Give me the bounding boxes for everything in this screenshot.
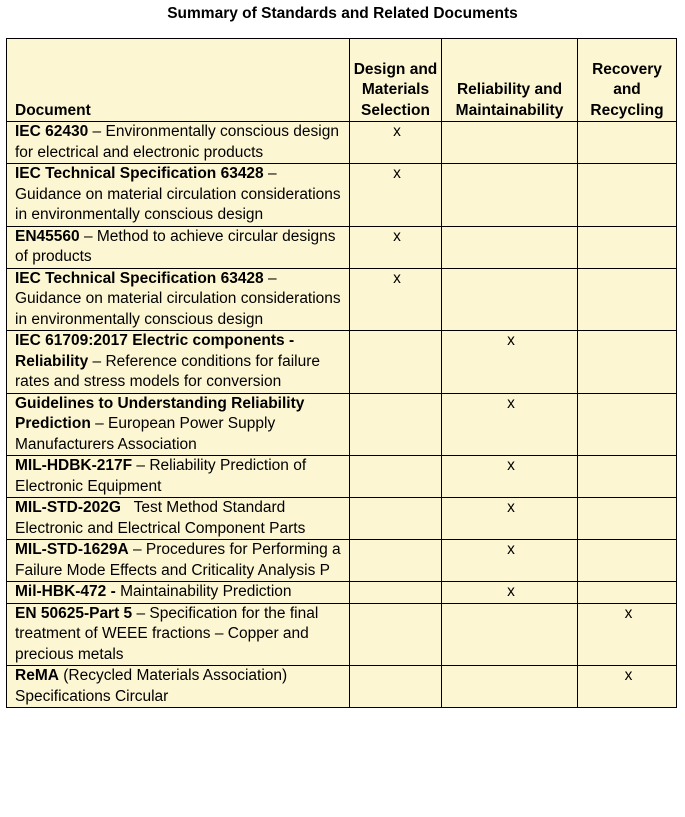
document-cell [7,226,350,268]
recovery-mark-cell: x [578,666,677,708]
table-header-row [7,39,677,122]
table-row [7,393,677,456]
document-code: MIL-STD-1629A [15,541,129,558]
document-cell [7,540,350,582]
standards-table [6,38,677,708]
recovery-mark-cell [578,331,677,394]
recovery-mark-cell [578,122,677,164]
table-row [7,666,677,708]
reliability-mark-cell [442,164,578,227]
document-code: MIL-HDBK-217F [15,457,133,474]
table-row [7,268,677,331]
recovery-mark-cell [578,498,677,540]
recovery-mark-cell [578,268,677,331]
document-code: ReMA [15,667,59,684]
design-mark-cell: x [350,226,442,268]
document-code: IEC Technical Specification 63428 [15,165,264,182]
document-cell [7,164,350,227]
document-cell [7,666,350,708]
document-description: – Procedures for Performing a Failure Mode Effects and Criticality Analysis P [15,541,345,579]
document-cell [7,456,350,498]
recovery-mark-cell [578,456,677,498]
reliability-mark-cell [442,122,578,164]
recovery-mark-cell [578,164,677,227]
header-design: Design and Materials Selection [350,39,442,122]
design-mark-cell: x [350,164,442,227]
reliability-mark-cell: x [442,582,578,604]
reliability-mark-cell [442,226,578,268]
design-mark-cell [350,393,442,456]
document-code: Guidelines to Understanding Reliability Prediction [15,394,305,432]
recovery-mark-cell [578,393,677,456]
table-row [7,331,677,394]
recovery-mark-cell [578,226,677,268]
document-code: MIL-STD-202G [15,499,121,516]
design-mark-cell: x [350,268,442,331]
recovery-mark-cell [578,540,677,582]
document-cell [7,122,350,164]
design-mark-cell [350,498,442,540]
document-code: IEC 61709:2017 Electric components - Reliability [15,332,295,370]
page-title: Summary of Standards and Related Documents [167,5,518,22]
document-description: (Recycled Materials Association) Specifications Circular [15,667,292,705]
table-row [7,164,677,227]
reliability-mark-cell: x [442,498,578,540]
recovery-mark-cell: x [578,603,677,666]
document-description: – Method to achieve circular designs of products [15,227,340,265]
table-row [7,498,677,540]
reliability-mark-cell: x [442,393,578,456]
header-document: Document [7,39,350,122]
document-code: EN45560 [15,227,80,245]
document-code: Mil-HBK-472 - [15,583,116,600]
document-code: IEC Technical Specification 63428 [15,269,264,287]
document-description: Test Method Standard Electronic and Electrical Component Parts [15,499,306,537]
reliability-mark-cell [442,603,578,666]
document-cell [7,603,350,666]
document-cell [7,582,350,604]
document-description: – Environmentally conscious design for electrical and electronic products [15,123,344,161]
document-cell [7,331,350,394]
header-reliability: Reliability and Maintainability [442,39,578,122]
design-mark-cell [350,582,442,604]
table-row [7,226,677,268]
document-description: – Guidance on material circulation considerations in environmentally conscious design [15,269,345,328]
reliability-mark-cell: x [442,331,578,394]
document-description: – European Power Supply Manufacturers Association [15,415,280,453]
table-row [7,603,677,666]
table-row [7,582,677,604]
design-mark-cell [350,456,442,498]
document-description: – Specification for the final treatment of WEEE fractions – Copper and precious metals [15,604,323,663]
document-cell [7,393,350,456]
header-recovery: Recovery and Recycling [578,39,677,122]
document-code: IEC 62430 [15,123,89,140]
design-mark-cell [350,540,442,582]
document-cell [7,498,350,540]
design-mark-cell [350,331,442,394]
document-code: EN 50625-Part 5 [15,604,133,622]
document-description: – Reliability Prediction of Electronic Equipment [15,457,311,495]
document-description: – Guidance on material circulation considerations in environmentally conscious design [15,165,345,223]
reliability-mark-cell [442,268,578,331]
design-mark-cell [350,603,442,666]
recovery-mark-cell [578,582,677,604]
reliability-mark-cell: x [442,540,578,582]
document-cell [7,268,350,331]
table-row [7,122,677,164]
table-row [7,540,677,582]
reliability-mark-cell: x [442,456,578,498]
design-mark-cell [350,666,442,708]
reliability-mark-cell [442,666,578,708]
document-description: – Reference conditions for failure rates and stress models for conversion [15,352,325,390]
table-row [7,456,677,498]
document-description: Maintainability Prediction [115,583,292,600]
design-mark-cell: x [350,122,442,164]
